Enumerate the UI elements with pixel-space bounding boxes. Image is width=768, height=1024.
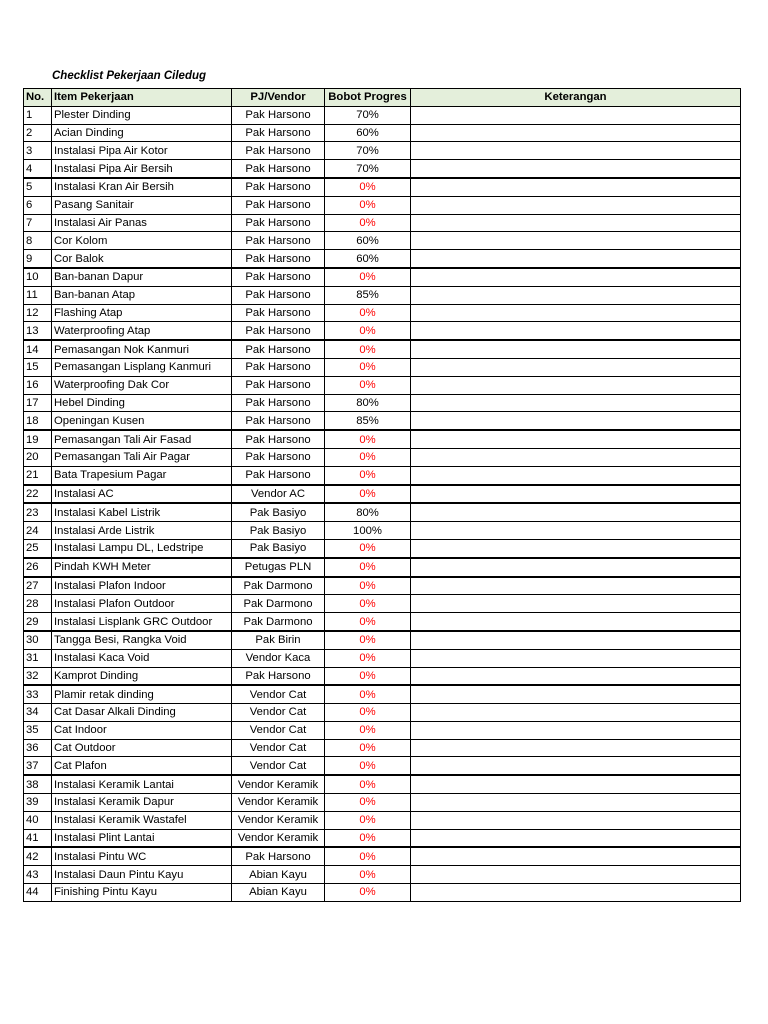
table-row [24,394,741,412]
cell-pj-vendor[interactable]: Pak Harsono [232,268,325,286]
cell-keterangan[interactable] [411,232,741,250]
cell-no[interactable]: 12 [24,304,52,322]
cell-item[interactable]: Cor Kolom [52,232,232,250]
cell-pj-vendor[interactable]: Petugas PLN [232,558,325,577]
cell-item[interactable]: Instalasi Pipa Air Bersih [52,160,232,178]
cell-item[interactable]: Pemasangan Tali Air Pagar [52,448,232,466]
cell-pj-vendor[interactable]: Vendor Cat [232,704,325,722]
cell-keterangan[interactable] [411,358,741,376]
cell-pj-vendor[interactable]: Pak Darmono [232,595,325,613]
cell-keterangan[interactable] [411,214,741,232]
cell-item[interactable]: Instalasi Kabel Listrik [52,503,232,521]
table-row [24,558,741,577]
cell-no[interactable]: 28 [24,595,52,613]
cell-keterangan[interactable] [411,522,741,540]
cell-no[interactable]: 9 [24,250,52,268]
cell-keterangan[interactable] [411,340,741,358]
cell-pj-vendor[interactable]: Pak Basiyo [232,539,325,557]
cell-pj-vendor[interactable]: Pak Harsono [232,340,325,358]
cell-item[interactable]: Ban-banan Dapur [52,268,232,286]
cell-bobot-progres[interactable]: 0% [325,430,411,448]
cell-item[interactable]: Instalasi Lisplank GRC Outdoor [52,613,232,631]
cell-keterangan[interactable] [411,412,741,430]
cell-no[interactable]: 25 [24,539,52,557]
cell-keterangan[interactable] [411,178,741,196]
table-row [24,250,741,268]
cell-pj-vendor[interactable]: Pak Harsono [232,214,325,232]
cell-bobot-progres[interactable]: 0% [325,485,411,504]
cell-pj-vendor[interactable]: Vendor Cat [232,685,325,703]
cell-item[interactable]: Flashing Atap [52,304,232,322]
cell-bobot-progres[interactable]: 70% [325,142,411,160]
cell-pj-vendor[interactable]: Vendor Keramik [232,775,325,793]
cell-keterangan[interactable] [411,631,741,649]
cell-keterangan[interactable] [411,322,741,340]
cell-bobot-progres[interactable]: 60% [325,232,411,250]
table-row [24,124,741,142]
cell-bobot-progres[interactable]: 0% [325,757,411,775]
cell-bobot-progres[interactable]: 0% [325,829,411,847]
cell-item[interactable]: Bata Trapesium Pagar [52,466,232,484]
cell-bobot-progres[interactable]: 0% [325,775,411,793]
cell-pj-vendor[interactable]: Pak Harsono [232,376,325,394]
cell-no[interactable]: 8 [24,232,52,250]
cell-keterangan[interactable] [411,558,741,577]
header-bobot-progres[interactable]: Bobot Progres [325,89,411,107]
cell-keterangan[interactable] [411,595,741,613]
cell-keterangan[interactable] [411,106,741,124]
table-row [24,466,741,484]
cell-bobot-progres[interactable]: 0% [325,558,411,577]
cell-bobot-progres[interactable]: 0% [325,884,411,902]
cell-pj-vendor[interactable]: Pak Harsono [232,667,325,685]
cell-bobot-progres[interactable]: 0% [325,214,411,232]
cell-pj-vendor[interactable]: Pak Harsono [232,394,325,412]
cell-pj-vendor[interactable]: Pak Harsono [232,142,325,160]
cell-no[interactable]: 40 [24,811,52,829]
cell-item[interactable]: Instalasi AC [52,485,232,504]
cell-bobot-progres[interactable]: 0% [325,340,411,358]
cell-bobot-progres[interactable]: 0% [325,847,411,865]
cell-keterangan[interactable] [411,286,741,304]
cell-item[interactable]: Instalasi Keramik Wastafel [52,811,232,829]
table-row [24,811,741,829]
table-row [24,358,741,376]
cell-keterangan[interactable] [411,160,741,178]
cell-item[interactable]: Cor Balok [52,250,232,268]
cell-no[interactable]: 14 [24,340,52,358]
cell-pj-vendor[interactable]: Pak Harsono [232,448,325,466]
cell-item[interactable]: Instalasi Plafon Indoor [52,577,232,595]
cell-keterangan[interactable] [411,485,741,504]
cell-keterangan[interactable] [411,704,741,722]
cell-pj-vendor[interactable]: Pak Darmono [232,613,325,631]
cell-pj-vendor[interactable]: Pak Harsono [232,322,325,340]
cell-bobot-progres[interactable]: 0% [325,704,411,722]
header-keterangan[interactable]: Keterangan [411,89,741,107]
cell-keterangan[interactable] [411,866,741,884]
header-pj-vendor[interactable]: PJ/Vendor [232,89,325,107]
table-row [24,539,741,557]
cell-keterangan[interactable] [411,739,741,757]
cell-no[interactable]: 11 [24,286,52,304]
cell-item[interactable]: Plester Dinding [52,106,232,124]
cell-item[interactable]: Instalasi Pipa Air Kotor [52,142,232,160]
table-row [24,866,741,884]
cell-item[interactable]: Instalasi Lampu DL, Ledstripe [52,539,232,557]
cell-no[interactable]: 20 [24,448,52,466]
cell-bobot-progres[interactable]: 0% [325,613,411,631]
cell-no[interactable]: 1 [24,106,52,124]
cell-item[interactable]: Instalasi Daun Pintu Kayu [52,866,232,884]
table-row [24,613,741,631]
cell-keterangan[interactable] [411,250,741,268]
cell-keterangan[interactable] [411,794,741,812]
cell-no[interactable]: 16 [24,376,52,394]
header-item[interactable]: Item Pekerjaan [52,89,232,107]
cell-bobot-progres[interactable]: 0% [325,739,411,757]
cell-pj-vendor[interactable]: Pak Harsono [232,430,325,448]
table-row [24,304,741,322]
cell-bobot-progres[interactable]: 60% [325,250,411,268]
cell-keterangan[interactable] [411,667,741,685]
cell-no[interactable]: 18 [24,412,52,430]
cell-no[interactable]: 15 [24,358,52,376]
cell-no[interactable]: 23 [24,503,52,521]
sheet-title: Checklist Pekerjaan Ciledug [52,70,207,82]
cell-bobot-progres[interactable]: 0% [325,667,411,685]
cell-keterangan[interactable] [411,304,741,322]
table-row [24,829,741,847]
cell-item[interactable]: Instalasi Keramik Lantai [52,775,232,793]
cell-keterangan[interactable] [411,394,741,412]
cell-bobot-progres[interactable]: 0% [325,358,411,376]
cell-no[interactable]: 13 [24,322,52,340]
cell-item[interactable]: Acian Dinding [52,124,232,142]
cell-item[interactable]: Pemasangan Tali Air Fasad [52,430,232,448]
table-row [24,739,741,757]
cell-no[interactable]: 44 [24,884,52,902]
cell-item[interactable]: Tangga Besi, Rangka Void [52,631,232,649]
cell-no[interactable]: 32 [24,667,52,685]
cell-keterangan[interactable] [411,430,741,448]
cell-keterangan[interactable] [411,503,741,521]
cell-no[interactable]: 34 [24,704,52,722]
cell-bobot-progres[interactable]: 0% [325,196,411,214]
cell-no[interactable]: 39 [24,794,52,812]
cell-pj-vendor[interactable]: Vendor Keramik [232,829,325,847]
table-row [24,376,741,394]
table-row [24,522,741,540]
cell-item[interactable]: Cat Dasar Alkali Dinding [52,704,232,722]
cell-item[interactable]: Waterproofing Dak Cor [52,376,232,394]
cell-no[interactable]: 7 [24,214,52,232]
cell-pj-vendor[interactable]: Pak Harsono [232,286,325,304]
cell-keterangan[interactable] [411,577,741,595]
cell-bobot-progres[interactable]: 0% [325,631,411,649]
cell-no[interactable]: 33 [24,685,52,703]
cell-bobot-progres[interactable]: 0% [325,268,411,286]
cell-pj-vendor[interactable]: Pak Basiyo [232,503,325,521]
cell-no[interactable]: 36 [24,739,52,757]
cell-pj-vendor[interactable]: Vendor AC [232,485,325,504]
cell-keterangan[interactable] [411,649,741,667]
cell-no[interactable]: 17 [24,394,52,412]
cell-pj-vendor[interactable]: Vendor Cat [232,739,325,757]
cell-item[interactable]: Waterproofing Atap [52,322,232,340]
table-row [24,595,741,613]
cell-bobot-progres[interactable]: 0% [325,466,411,484]
cell-item[interactable]: Instalasi Arde Listrik [52,522,232,540]
cell-item[interactable]: Instalasi Kaca Void [52,649,232,667]
table-row [24,214,741,232]
cell-pj-vendor[interactable]: Pak Harsono [232,412,325,430]
table-body [24,106,741,901]
table-row [24,412,741,430]
cell-pj-vendor[interactable]: Pak Birin [232,631,325,649]
cell-item[interactable]: Ban-banan Atap [52,286,232,304]
cell-no[interactable]: 27 [24,577,52,595]
cell-bobot-progres[interactable]: 0% [325,866,411,884]
table-row [24,142,741,160]
table-row [24,286,741,304]
cell-no[interactable]: 4 [24,160,52,178]
cell-keterangan[interactable] [411,847,741,865]
cell-bobot-progres[interactable]: 0% [325,178,411,196]
header-no[interactable]: No. [24,89,52,107]
cell-bobot-progres[interactable]: 0% [325,721,411,739]
cell-keterangan[interactable] [411,539,741,557]
cell-item[interactable]: Kamprot Dinding [52,667,232,685]
table-row [24,847,741,865]
cell-item[interactable]: Instalasi Plafon Outdoor [52,595,232,613]
cell-keterangan[interactable] [411,124,741,142]
table-row [24,631,741,649]
cell-no[interactable]: 22 [24,485,52,504]
cell-item[interactable]: Hebel Dinding [52,394,232,412]
cell-bobot-progres[interactable]: 100% [325,522,411,540]
cell-bobot-progres[interactable]: 0% [325,811,411,829]
cell-pj-vendor[interactable]: Vendor Cat [232,757,325,775]
cell-no[interactable]: 42 [24,847,52,865]
cell-item[interactable]: Plamir retak dinding [52,685,232,703]
cell-no[interactable]: 37 [24,757,52,775]
cell-no[interactable]: 31 [24,649,52,667]
cell-no[interactable]: 43 [24,866,52,884]
cell-no[interactable]: 21 [24,466,52,484]
table-row [24,430,741,448]
cell-no[interactable]: 3 [24,142,52,160]
cell-item[interactable]: Cat Outdoor [52,739,232,757]
cell-no[interactable]: 5 [24,178,52,196]
cell-keterangan[interactable] [411,448,741,466]
cell-item[interactable]: Openingan Kusen [52,412,232,430]
cell-pj-vendor[interactable]: Pak Harsono [232,250,325,268]
cell-pj-vendor[interactable]: Pak Basiyo [232,522,325,540]
cell-pj-vendor[interactable]: Abian Kayu [232,884,325,902]
table-row [24,448,741,466]
cell-item[interactable]: Instalasi Pintu WC [52,847,232,865]
cell-keterangan[interactable] [411,268,741,286]
cell-keterangan[interactable] [411,613,741,631]
cell-pj-vendor[interactable]: Pak Harsono [232,178,325,196]
cell-keterangan[interactable] [411,196,741,214]
cell-keterangan[interactable] [411,757,741,775]
header-row [24,89,741,107]
table-row [24,775,741,793]
table-row [24,667,741,685]
cell-no[interactable]: 24 [24,522,52,540]
cell-keterangan[interactable] [411,685,741,703]
table-row [24,577,741,595]
cell-bobot-progres[interactable]: 0% [325,539,411,557]
cell-no[interactable]: 19 [24,430,52,448]
cell-keterangan[interactable] [411,721,741,739]
cell-keterangan[interactable] [411,142,741,160]
table-row [24,884,741,902]
table-row [24,106,741,124]
cell-pj-vendor[interactable]: Pak Harsono [232,196,325,214]
cell-pj-vendor[interactable]: Pak Harsono [232,124,325,142]
table-row [24,503,741,521]
cell-no[interactable]: 35 [24,721,52,739]
cell-no[interactable]: 38 [24,775,52,793]
cell-bobot-progres[interactable]: 0% [325,448,411,466]
table-row [24,160,741,178]
cell-keterangan[interactable] [411,466,741,484]
cell-no[interactable]: 29 [24,613,52,631]
table-row [24,340,741,358]
table-row [24,685,741,703]
cell-bobot-progres[interactable]: 0% [325,322,411,340]
cell-no[interactable]: 10 [24,268,52,286]
table-row [24,322,741,340]
cell-no[interactable]: 26 [24,558,52,577]
table-row [24,721,741,739]
table-row [24,178,741,196]
cell-bobot-progres[interactable]: 70% [325,106,411,124]
cell-pj-vendor[interactable]: Abian Kayu [232,866,325,884]
cell-bobot-progres[interactable]: 0% [325,649,411,667]
table-row [24,232,741,250]
cell-no[interactable]: 41 [24,829,52,847]
cell-item[interactable]: Pemasangan Lisplang Kanmuri [52,358,232,376]
cell-pj-vendor[interactable]: Pak Harsono [232,847,325,865]
cell-bobot-progres[interactable]: 0% [325,304,411,322]
table-row [24,196,741,214]
cell-bobot-progres[interactable]: 70% [325,160,411,178]
table-row [24,794,741,812]
cell-pj-vendor[interactable]: Pak Harsono [232,358,325,376]
cell-item[interactable]: Pemasangan Nok Kanmuri [52,340,232,358]
cell-bobot-progres[interactable]: 0% [325,685,411,703]
cell-no[interactable]: 30 [24,631,52,649]
cell-pj-vendor[interactable]: Vendor Keramik [232,794,325,812]
cell-pj-vendor[interactable]: Vendor Keramik [232,811,325,829]
cell-bobot-progres[interactable]: 0% [325,794,411,812]
table-row [24,649,741,667]
checklist-table [23,88,741,902]
cell-pj-vendor[interactable]: Pak Harsono [232,304,325,322]
cell-keterangan[interactable] [411,829,741,847]
cell-keterangan[interactable] [411,884,741,902]
cell-pj-vendor[interactable]: Pak Darmono [232,577,325,595]
cell-pj-vendor[interactable]: Pak Harsono [232,106,325,124]
table-row [24,485,741,504]
cell-no[interactable]: 2 [24,124,52,142]
cell-item[interactable]: Instalasi Keramik Dapur [52,794,232,812]
cell-bobot-progres[interactable]: 0% [325,595,411,613]
cell-item[interactable]: Pasang Sanitair [52,196,232,214]
cell-item[interactable]: Instalasi Air Panas [52,214,232,232]
table-row [24,704,741,722]
cell-pj-vendor[interactable]: Vendor Kaca [232,649,325,667]
cell-bobot-progres[interactable]: 80% [325,394,411,412]
cell-pj-vendor[interactable]: Pak Harsono [232,232,325,250]
cell-keterangan[interactable] [411,376,741,394]
cell-item[interactable]: Instalasi Kran Air Bersih [52,178,232,196]
table-row [24,268,741,286]
cell-bobot-progres[interactable]: 60% [325,124,411,142]
cell-bobot-progres[interactable]: 85% [325,286,411,304]
cell-bobot-progres[interactable]: 80% [325,503,411,521]
cell-keterangan[interactable] [411,775,741,793]
cell-pj-vendor[interactable]: Vendor Cat [232,721,325,739]
cell-item[interactable]: Pindah KWH Meter [52,558,232,577]
cell-item[interactable]: Instalasi Plint Lantai [52,829,232,847]
cell-item[interactable]: Cat Indoor [52,721,232,739]
cell-bobot-progres[interactable]: 0% [325,376,411,394]
cell-bobot-progres[interactable]: 85% [325,412,411,430]
table-row [24,757,741,775]
cell-bobot-progres[interactable]: 0% [325,577,411,595]
cell-item[interactable]: Cat Plafon [52,757,232,775]
cell-pj-vendor[interactable]: Pak Harsono [232,160,325,178]
cell-no[interactable]: 6 [24,196,52,214]
cell-keterangan[interactable] [411,811,741,829]
cell-item[interactable]: Finishing Pintu Kayu [52,884,232,902]
cell-pj-vendor[interactable]: Pak Harsono [232,466,325,484]
